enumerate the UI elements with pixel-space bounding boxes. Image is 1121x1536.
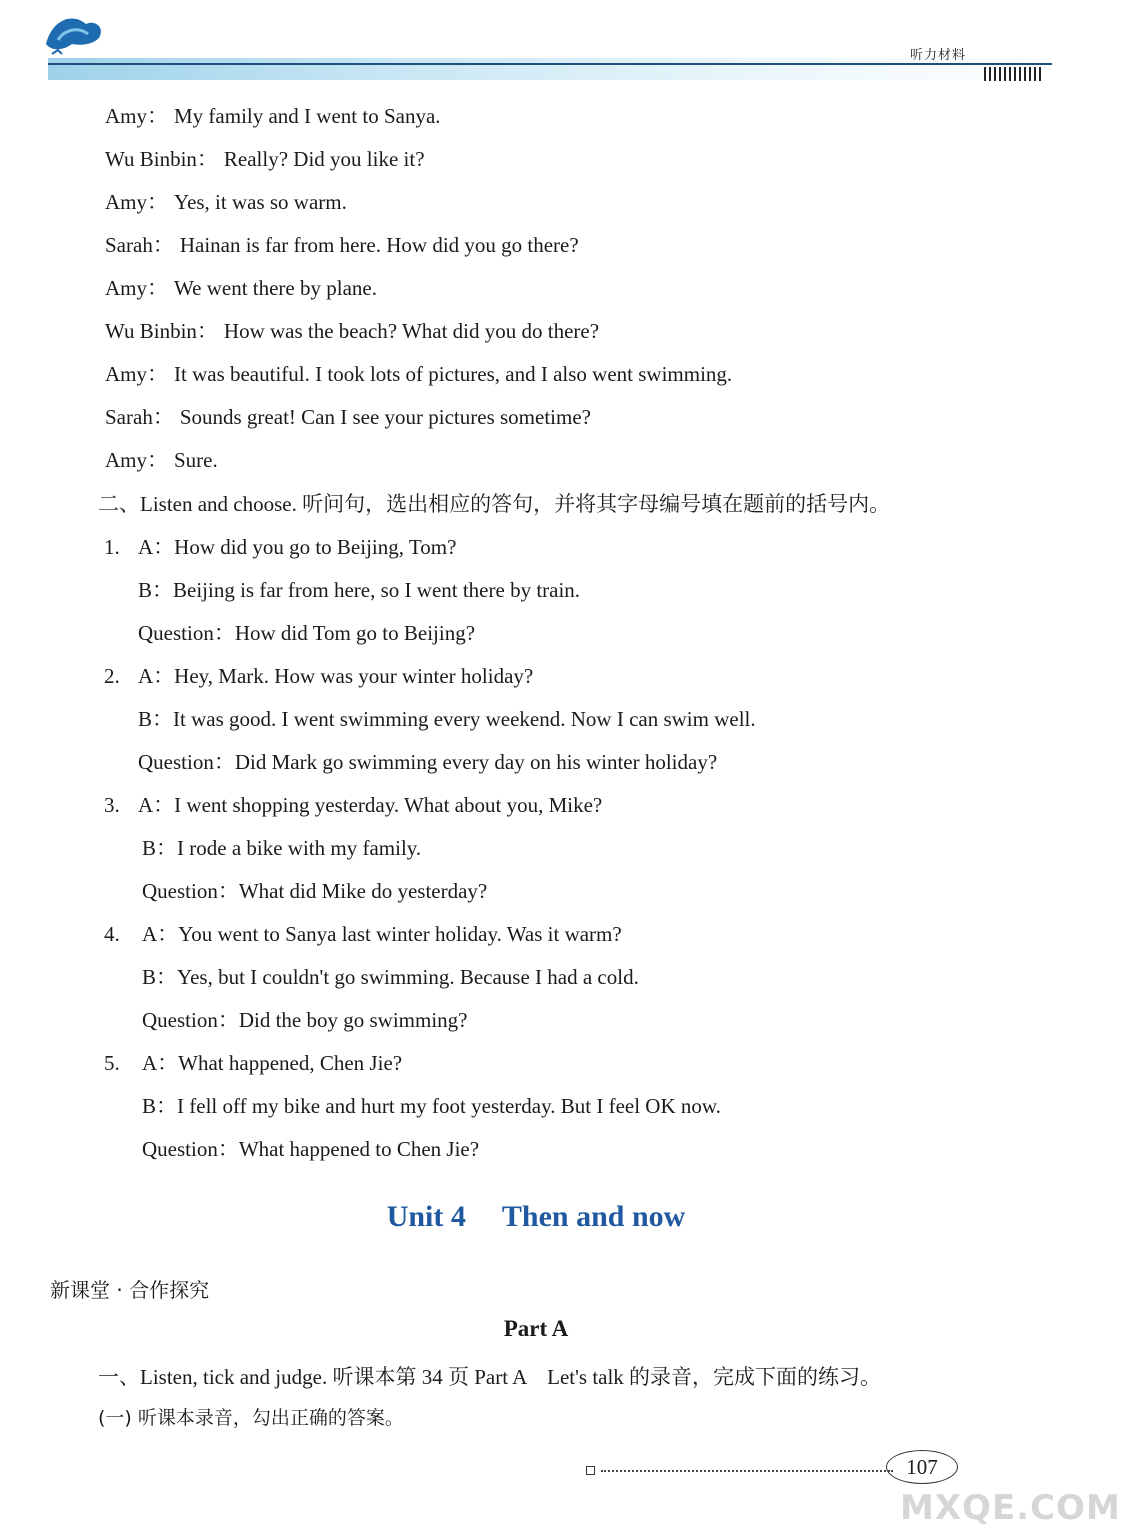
- dialogue-line: Sarah： Sounds great! Can I see your pictures sometime?: [105, 405, 591, 429]
- dialogue-line: Wu Binbin： Really? Did you like it?: [105, 147, 425, 171]
- part-title: Part A: [503, 1316, 569, 1341]
- publisher-logo-icon: [42, 10, 106, 60]
- question-item-question: Question：What did Mike do yesterday?: [142, 879, 488, 903]
- question-item-a: 5. A：What happened, Chen Jie?: [104, 1051, 403, 1075]
- dialogue-line: Wu Binbin： How was the beach? What did you do there?: [105, 319, 600, 343]
- dialogue-line: Amy： It was beautiful. I took lots of pictures, and I also went swimming.: [105, 362, 733, 386]
- question-item-b: B：I rode a bike with my family.: [142, 836, 422, 860]
- question-item-question: Question：How did Tom go to Beijing?: [138, 621, 476, 645]
- question-item-a: 1. A：How did you go to Beijing, Tom?: [104, 535, 457, 559]
- section-label: 新课堂 · 合作探究: [50, 1278, 210, 1302]
- question-item-a: 4. A：You went to Sanya last winter holiday. Was it warm?: [104, 922, 622, 946]
- header-band: [48, 58, 1052, 80]
- unit-title: Unit 4 Then and now: [386, 1200, 686, 1233]
- question-item-b: B：I fell off my bike and hurt my foot yesterday. But I feel OK now.: [142, 1094, 721, 1118]
- question-item-b: B：Yes, but I couldn't go swimming. Because I had a cold.: [142, 965, 639, 989]
- dialogue-line: Sarah： Hainan is far from here. How did you go there?: [105, 233, 579, 257]
- footer-dotted-leader: [586, 1466, 893, 1475]
- dialogue-line: Amy： My family and I went to Sanya.: [105, 104, 441, 128]
- dialogue-line: Amy： We went there by plane.: [105, 276, 377, 300]
- header-label: 听力材料: [909, 48, 966, 63]
- dialogue-line: Amy： Yes, it was so warm.: [105, 190, 347, 214]
- header-rule: [48, 63, 1052, 65]
- question-item-a: 2. A：Hey, Mark. How was your winter holiday?: [104, 664, 534, 688]
- dialogue-line: Amy： Sure.: [105, 448, 218, 472]
- section-1-heading: 一、Listen, tick and judge. 听课本第 34 页 Part A Let's talk 的录音，完成下面的练习。: [98, 1365, 882, 1389]
- page-number: 107: [886, 1450, 958, 1484]
- section-1-subheading: (一) 听课本录音，勾出正确的答案。: [98, 1407, 404, 1429]
- question-item-b: B：Beijing is far from here, so I went there by train.: [138, 578, 581, 602]
- question-item-question: Question：Did Mark go swimming every day on his winter holiday?: [138, 750, 718, 774]
- watermark: MXQE.COM: [900, 1488, 1121, 1528]
- header-bars-decoration: [984, 67, 1041, 81]
- section-2-heading: 二、Listen and choose. 听问句，选出相应的答句，并将其字母编号填在题前的括号内。: [98, 492, 891, 516]
- question-item-b: B：It was good. I went swimming every weekend. Now I can swim well.: [138, 707, 756, 731]
- question-item-a: 3. A：I went shopping yesterday. What about you, Mike?: [104, 793, 603, 817]
- question-item-question: Question：Did the boy go swimming?: [142, 1008, 468, 1032]
- question-item-question: Question：What happened to Chen Jie?: [142, 1137, 480, 1161]
